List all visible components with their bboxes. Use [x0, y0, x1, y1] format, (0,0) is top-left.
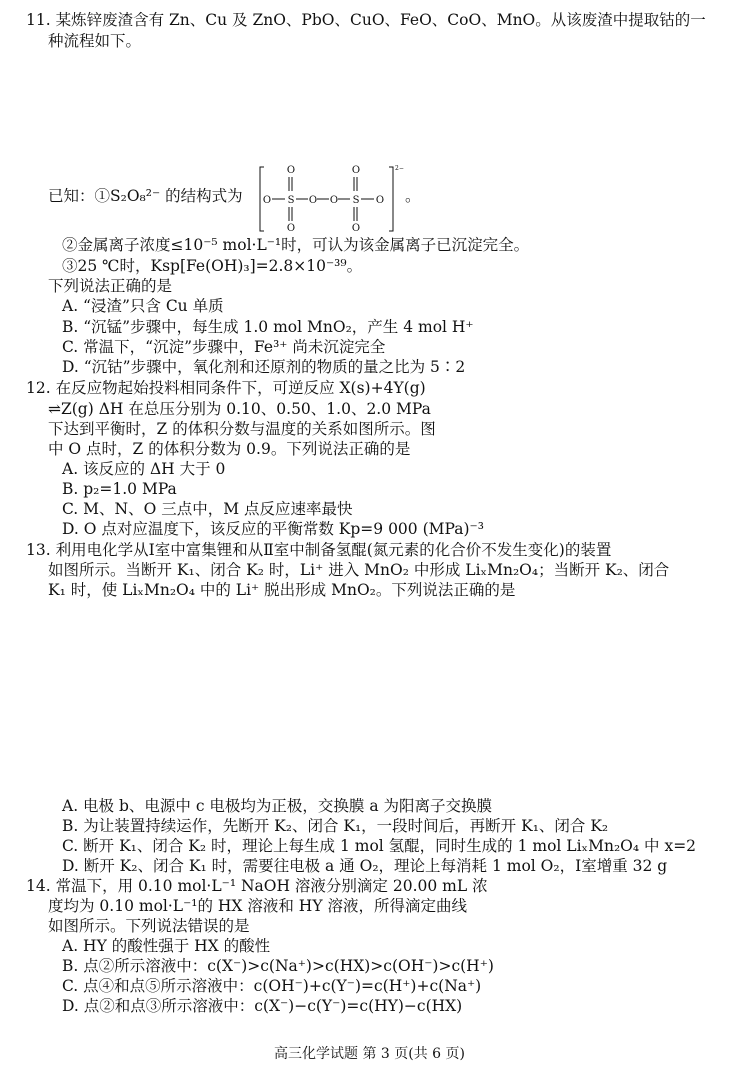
q13-option-c: C. 断开 K₁、闭合 K₂ 时，理论上每生成 1 mol 氢醌，同时生成的 1 mol LiₓMn₂O₄ 中 x=2	[62, 837, 697, 855]
ion-charge: 2−	[395, 165, 404, 172]
atom-s: S	[352, 195, 360, 206]
q11-option-a: A. “浸渣”只含 Cu 单质	[62, 297, 224, 315]
q13-option-b: B. 为让装置持续运作，先断开 K₂、闭合 K₁，一段时间后，再断开 K₁、闭合 K₂	[62, 817, 609, 835]
q14-option-b: B. 点②所示溶液中：c(X⁻)>c(Na⁺)>c(HX)>c(OH⁻)>c(H⁺)	[62, 957, 494, 975]
q12-option-d: D. O 点对应温度下，该反应的平衡常数 Kp=9 000 (MPa)⁻³	[62, 520, 484, 538]
q13-stem-line2: 如图所示。当断开 K₁、闭合 K₂ 时，Li⁺ 进入 MnO₂ 中形成 LiₓMn₂O₄；当断开 K₂、闭合	[48, 561, 670, 579]
q12-option-c: C. M、N、O 三点中，M 点反应速率最快	[62, 500, 353, 518]
q12-stem-line2: ⇌Z(g) ΔH 在总压分别为 0.10、0.50、1.0、2.0 MPa	[48, 400, 431, 418]
q14-option-a: A. HY 的酸性强于 HX 的酸性	[62, 937, 271, 955]
q12-option-a: A. 该反应的 ΔH 大于 0	[62, 460, 226, 478]
atom-o: O	[308, 195, 318, 206]
q11-question: 下列说法正确的是	[48, 277, 173, 295]
q13-stem-line3: K₁ 时，使 LiₓMn₂O₄ 中的 Li⁺ 脱出形成 MnO₂。下列说法正确的是	[48, 581, 516, 599]
q11-option-d: D. “沉钴”步骤中，氧化剂和还原剂的物质的量之比为 5∶2	[62, 358, 466, 376]
q12-stem-line4: 中 O 点时，Z 的体积分数为 0.9。下列说法正确的是	[48, 440, 411, 458]
q14-stem-line2: 度均为 0.10 mol·L⁻¹的 HX 溶液和 HY 溶液，所得滴定曲线	[48, 897, 467, 915]
peroxodisulfate-structure	[258, 163, 404, 235]
atom-o: O	[286, 223, 296, 234]
q11-option-c: C. 常温下，“沉淀”步骤中，Fe³⁺ 尚未沉淀完全	[62, 338, 386, 356]
q11-option-b: B. “沉锰”步骤中，每生成 1.0 mol MnO₂，产生 4 mol H⁺	[62, 318, 474, 336]
q11-known-2: ②金属离子浓度≤10⁻⁵ mol·L⁻¹时，可认为该金属离子已沉淀完全。	[62, 236, 530, 254]
page-footer: 高三化学试题 第 3 页(共 6 页)	[274, 1046, 465, 1062]
q14-stem-line3: 如图所示。下列说法错误的是	[48, 917, 250, 935]
q13-option-d: D. 断开 K₂、闭合 K₁ 时，需要往电极 a 通 O₂，理论上每消耗 1 mol O₂，Ⅰ室增重 32 g	[62, 857, 668, 875]
atom-o: O	[375, 195, 385, 206]
q12-option-b: B. p₂=1.0 MPa	[62, 480, 177, 498]
q11-stem-line1: 11. 某炼锌废渣含有 Zn、Cu 及 ZnO、PbO、CuO、FeO、CoO、MnO。从该废渣中提取钴的一	[26, 11, 706, 29]
q12-stem-line3: 下达到平衡时，Z 的体积分数与温度的关系如图所示。图	[48, 420, 436, 438]
q13-stem-line1: 13. 利用电化学从Ⅰ室中富集锂和从Ⅱ室中制备氢醌(氮元素的化合价不发生变化)的装置	[26, 541, 612, 559]
atom-o: O	[351, 223, 361, 234]
q13-option-a: A. 电极 b、电源中 c 电极均为正极，交换膜 a 为阳离子交换膜	[62, 797, 493, 815]
atom-o: O	[286, 165, 296, 176]
q14-stem-line1: 14. 常温下，用 0.10 mol·L⁻¹ NaOH 溶液分别滴定 20.00 mL 浓	[26, 877, 488, 895]
bracket-right	[389, 167, 393, 231]
atom-o: O	[262, 195, 272, 206]
q11-known-1: 已知：①S₂O₈²⁻ 的结构式为	[48, 187, 243, 205]
atom-o: O	[329, 195, 339, 206]
atom-o: O	[351, 165, 361, 176]
q14-option-d: D. 点②和点③所示溶液中：c(X⁻)−c(Y⁻)=c(HY)−c(HX)	[62, 997, 463, 1015]
q11-stem-line2: 种流程如下。	[48, 32, 142, 50]
q11-known-1-end: 。	[405, 187, 421, 205]
q12-stem-line1: 12. 在反应物起始投料相同条件下，可逆反应 X(s)+4Y(g)	[26, 379, 426, 397]
q14-option-c: C. 点④和点⑤所示溶液中：c(OH⁻)+c(Y⁻)=c(H⁺)+c(Na⁺)	[62, 977, 482, 995]
q11-known-3: ③25 ℃时，Ksp[Fe(OH)₃]=2.8×10⁻³⁹。	[62, 257, 363, 275]
atom-s: S	[287, 195, 295, 206]
